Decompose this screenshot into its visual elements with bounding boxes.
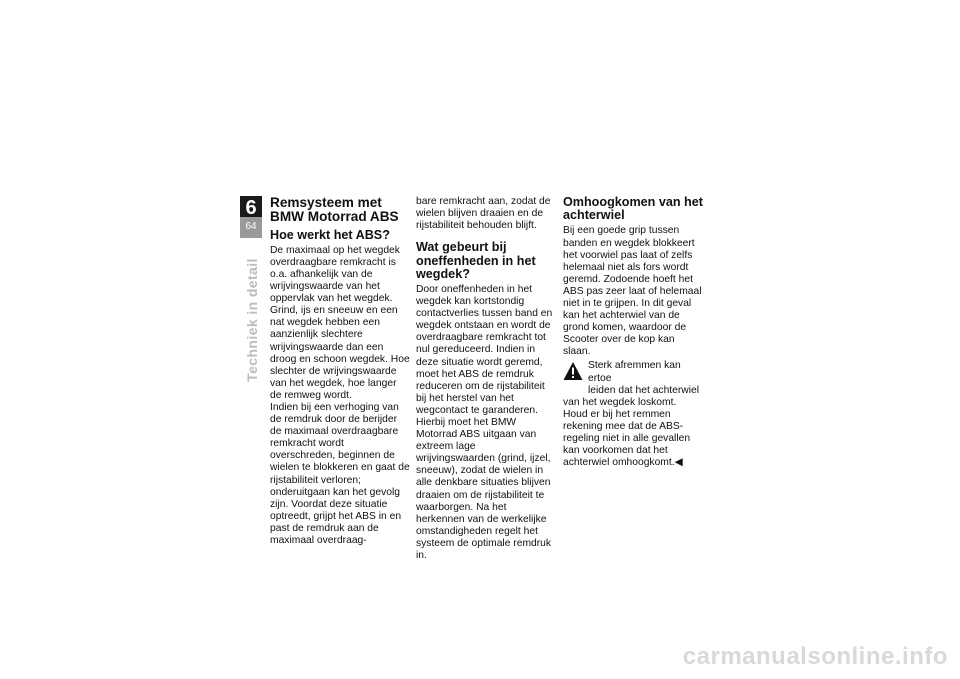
warning-triangle-icon	[563, 361, 583, 381]
paragraph-final	[563, 409, 703, 469]
paragraph-road-unevenness: Door oneffenheden in het wegdek kan kortstondig contactverlies tussen band en wegdek ontstaan en wordt de overdraagbare remkracht tot nul gereduceerd. Indien in deze situatie wordt geremd, moet het ABS de remdruk reduceren om de rijstabiliteit bij het herstel van het wegcontact te garanderen. Hierbij moet het BMW Motorrad ABS uitgaan van extreem lage wrijvingswaarden (grind, ijzel, sneeuw), zodat de wielen in alle denkbare situaties blijven draaien om de rijstabiliteit te waarborgen. Na het herkennen van de werkelijke omstandigheden regelt het systeem de optimale remdruk in.	[416, 283, 553, 561]
column-1	[270, 196, 410, 547]
section-side-title: Techniek in detail	[244, 258, 260, 382]
watermark-brand: carmanualsonline.info	[682, 643, 948, 670]
warning-note	[563, 360, 703, 408]
paragraph-final-text: Houd er bij het remmen rekening mee dat de ABS-regeling niet in alle gevallen kan voorkomen dat het achterwiel omhoogkomt.	[563, 408, 691, 469]
column-2	[416, 196, 556, 562]
page-title: Remsysteem met BMW Motorrad ABS	[270, 195, 399, 225]
paragraph-rear-wheel-lift: Bij een goede grip tussen banden en wegdek blokkeert het voorwiel pas laat of zelfs helemaal niet als fors wordt geremd. Zodoende hoeft het ABS pas zeer laat of helemaal niet in te grijpen. In dit geval kan het achterwiel van de grond komen, waardoor de Scooter over de kop kan slaan.	[563, 225, 702, 358]
warning-line-3: van het wegdek loskomt.	[563, 396, 677, 408]
chapter-number: 6	[245, 197, 257, 219]
paragraph-abs-intervention: Indien bij een verhoging van de remdruk door de berijder de maximaal overdraagbare remkracht wordt overschreden, beginnen de wielen te blokkeren en gaat de rijstabiliteit verloren; onderuitgaan kan het gevolg zijn. Voordat deze situatie optreedt, grijpt het ABS in en past de remdruk aan de maximaal overdraag-	[270, 401, 410, 546]
paragraph-friction: De maximaal op het wegdek overdraagbare remkracht is o.a. afhankelijk van de wrijvingswaarde van het oppervlak van het wegdek. Grind, ijs en sneeuw en een nat wegdek hebben een aanzienlijk slechtere wrijvingswaarde dan een droog en schoon wegdek. Hoe slechter de wrijvingswaarde van het wegdek, hoe langer de remweg wordt.	[270, 244, 410, 401]
end-of-section-mark: ◀	[674, 457, 683, 469]
chapter-tab	[240, 196, 262, 238]
warning-line-2: leiden dat het achterwiel	[588, 384, 700, 396]
heading-road-unevenness: Wat gebeurt bij oneffenheden in het wegdek?	[416, 240, 536, 281]
column-3	[563, 196, 703, 469]
page-number: 64	[245, 221, 257, 232]
heading-how-abs-works: Hoe werkt het ABS?	[270, 227, 390, 242]
heading-rear-wheel-lift: Omhoogkomen van het achterwiel	[563, 195, 703, 223]
warning-line-1: Sterk afremmen kan ertoe	[588, 360, 681, 384]
paragraph-continuation: bare remkracht aan, zodat de wielen blijven draaien en de rijstabiliteit behouden blijft.	[416, 196, 551, 232]
